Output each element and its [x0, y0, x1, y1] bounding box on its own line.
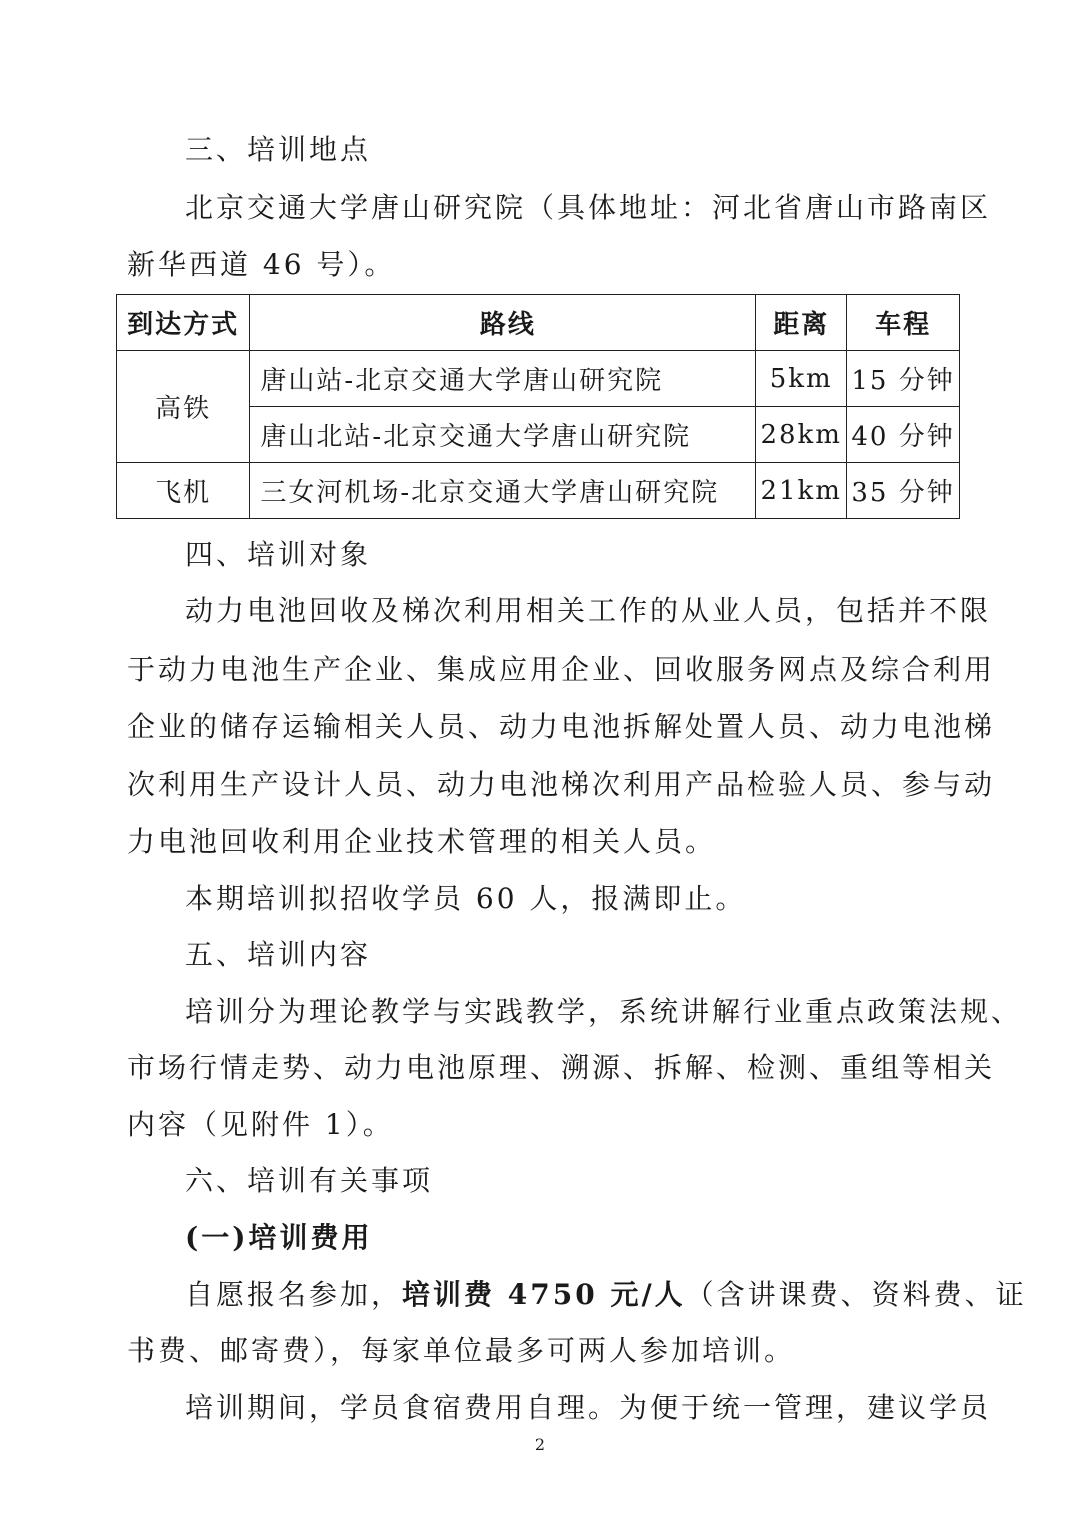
content-para-line-1: 培训分为理论教学与实践教学，系统讲解行业重点政策法规、: [185, 995, 1023, 1028]
content-para-line-2: 市场行情走势、动力电池原理、溯源、拆解、检测、重组等相关: [127, 1051, 996, 1084]
target-para-line-4: 次利用生产设计人员、动力电池梯次利用产品检验人员、参与动: [127, 768, 996, 801]
table-row: [117, 351, 960, 407]
section3-heading: 三、培训地点: [185, 133, 372, 166]
target-para-line-5: 力电池回收利用企业技术管理的相关人员。: [127, 825, 717, 858]
header-time: 车程: [847, 295, 960, 351]
table-row: [117, 463, 960, 519]
distance-cell: 21km: [756, 463, 847, 519]
distance-cell: 28km: [756, 407, 847, 463]
route-cell: 唐山站-北京交通大学唐山研究院: [250, 351, 756, 407]
header-distance: 距离: [756, 295, 847, 351]
content-para-line-3: 内容（见附件 1）。: [127, 1108, 394, 1141]
fee-amount: 培训费 4750 元/人: [402, 1278, 686, 1311]
section4-heading: 四、培训对象: [185, 538, 372, 571]
route-table-header: [117, 295, 960, 351]
distance-cell: 5km: [756, 351, 847, 407]
address-line-2: 新华西道 46 号）。: [127, 248, 396, 281]
page-number: 2: [534, 1435, 546, 1454]
section5-heading: 五、培训内容: [185, 938, 372, 971]
route-cell: 三女河机场-北京交通大学唐山研究院: [250, 463, 756, 519]
time-cell: 35 分钟: [847, 463, 960, 519]
fee-prefix: 自愿报名参加，: [185, 1278, 403, 1311]
target-para-line-3: 企业的储存运输相关人员、动力电池拆解处置人员、动力电池梯: [127, 710, 996, 743]
mode-cell-rail: 高铁: [117, 351, 250, 463]
enrollment-line: 本期培训拟招收学员 60 人，报满即止。: [185, 882, 747, 915]
time-cell: 15 分钟: [847, 351, 960, 407]
header-mode: 到达方式: [117, 295, 250, 351]
header-route: 路线: [250, 295, 756, 351]
fee-subheading: (一)培训费用: [185, 1221, 373, 1254]
fee-line-1: [185, 1275, 1027, 1315]
route-cell: 唐山北站-北京交通大学唐山研究院: [250, 407, 756, 463]
target-para-line-2: 于动力电池生产企业、集成应用企业、回收服务网点及综合利用: [127, 653, 996, 686]
lodging-line: 培训期间，学员食宿费用自理。为便于统一管理，建议学员: [185, 1391, 992, 1424]
target-para-line-1: 动力电池回收及梯次利用相关工作的从业人员，包括并不限: [185, 594, 992, 627]
fee-suffix: （含讲课费、资料费、证: [685, 1278, 1027, 1311]
section6-heading: 六、培训有关事项: [185, 1164, 434, 1197]
mode-cell-plane: 飞机: [117, 463, 250, 519]
address-line-1: 北京交通大学唐山研究院（具体地址：河北省唐山市路南区: [185, 191, 992, 224]
fee-line-2: 书费、邮寄费），每家单位最多可两人参加培训。: [127, 1334, 796, 1367]
route-table: [116, 294, 960, 519]
time-cell: 40 分钟: [847, 407, 960, 463]
